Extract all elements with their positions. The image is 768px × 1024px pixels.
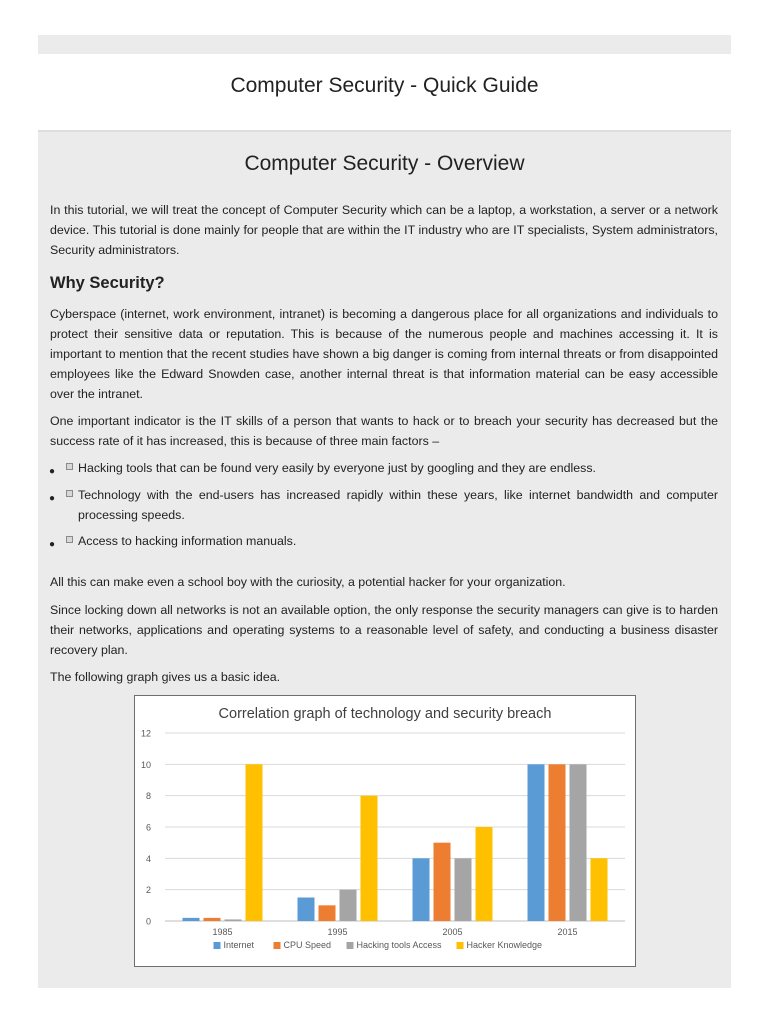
legend-swatch — [214, 942, 221, 949]
bar-hacking-tools-access-1995 — [340, 890, 357, 921]
paragraph-5: The following graph gives us a basic idea. — [50, 670, 281, 684]
header-card — [38, 54, 731, 132]
intro-paragraph: In this tutorial, we will treat the concept of Computer Security which can be a laptop, a workstation, a server or a network device. This tutorial is done mainly for people that are within the IT industry who are IT specialists, System administrators, Security administrators. — [50, 203, 718, 257]
bullet-icon: ● — [49, 493, 56, 504]
bar-hacking-tools-access-2005 — [455, 858, 472, 921]
document-page — [38, 35, 731, 988]
guide-title: Computer Security - Quick Guide — [230, 74, 539, 97]
bullet-icon: ● — [49, 466, 56, 477]
list-item-text: Access to hacking information manuals. — [78, 534, 297, 548]
page-title: Computer Security - Overview — [244, 152, 525, 175]
bar-hacker-knowledge-1995 — [361, 796, 378, 921]
legend-label: CPU Speed — [283, 940, 332, 950]
bullet-icon: ● — [49, 539, 56, 550]
x-tick-label: 2015 — [557, 927, 578, 937]
bar-chart — [135, 696, 635, 966]
x-tick-label: 2005 — [442, 927, 463, 937]
y-tick-label: 12 — [140, 728, 151, 739]
legend-swatch — [457, 942, 464, 949]
why-paragraph-1: Cyberspace (internet, work environment, intranet) is becoming a dangerous place for all organizations and individuals to protect their sensitive data or reputation. This is because of the numerous people and machines accessing it. It is important to mention that the recent studies have shown a big danger is coming from internal threats or from disappointed employees like the Edward Snowden case, another internal threat is that information material can be easy accessible over the intranet. — [50, 307, 718, 401]
bar-hacking-tools-access-1985 — [225, 919, 242, 921]
bar-hacking-tools-access-2015 — [570, 764, 587, 921]
bar-internet-2005 — [413, 858, 430, 921]
paragraph-3: All this can make even a school boy with the curiosity, a potential hacker for your organization. — [50, 575, 566, 589]
bar-internet-2015 — [528, 764, 545, 921]
chart-legend — [214, 940, 543, 950]
chart-bars — [183, 764, 608, 921]
bar-internet-1995 — [298, 898, 315, 922]
chart-container — [134, 695, 636, 967]
x-tick-label: 1995 — [327, 927, 348, 937]
why-paragraph-2: One important indicator is the IT skills of a person that wants to hack or to breach your security has decreased but the success rate of it has increased, this is because of three main factors – — [50, 414, 718, 448]
bar-cpu-speed-2005 — [434, 843, 451, 921]
legend-label: Hacking tools Access — [356, 940, 442, 950]
paragraph-4: Since locking down all networks is not an available option, the only response the security managers can give is to harden their networks, applications and operating systems to a reasonable level of safety, and conducting a business disaster recovery plan. — [50, 603, 718, 657]
why-security-heading: Why Security? — [50, 274, 165, 292]
y-tick-label: 4 — [145, 853, 151, 864]
y-tick-label: 6 — [145, 822, 151, 833]
y-axis — [141, 729, 151, 927]
y-tick-label: 2 — [145, 885, 151, 896]
square-bullet-icon — [66, 536, 73, 543]
square-bullet-icon — [66, 490, 73, 497]
y-tick-label: 8 — [145, 791, 151, 802]
legend-label: Hacker Knowledge — [466, 940, 543, 950]
bar-hacker-knowledge-2005 — [476, 827, 493, 921]
bar-cpu-speed-1995 — [319, 905, 336, 921]
legend-label: Internet — [223, 940, 255, 950]
legend-swatch — [347, 942, 354, 949]
x-tick-label: 1985 — [212, 927, 233, 937]
bar-hacker-knowledge-2015 — [591, 858, 608, 921]
bar-cpu-speed-2015 — [549, 764, 566, 921]
list-item-text: Technology with the end-users has increased rapidly within these years, like internet bandwidth and computer processing speeds. — [78, 488, 718, 522]
square-bullet-icon — [66, 463, 73, 470]
x-axis — [212, 927, 577, 937]
list-item-text: Hacking tools that can be found very easily by everyone just by googling and they are endless. — [78, 461, 596, 475]
bar-hacker-knowledge-1985 — [246, 764, 263, 921]
bar-internet-1985 — [183, 918, 200, 921]
bar-cpu-speed-1985 — [204, 918, 221, 921]
y-tick-label: 10 — [140, 759, 151, 770]
y-tick-label: 0 — [145, 916, 151, 927]
chart-title: Correlation graph of technology and security breach — [218, 706, 552, 722]
legend-swatch — [274, 942, 281, 949]
